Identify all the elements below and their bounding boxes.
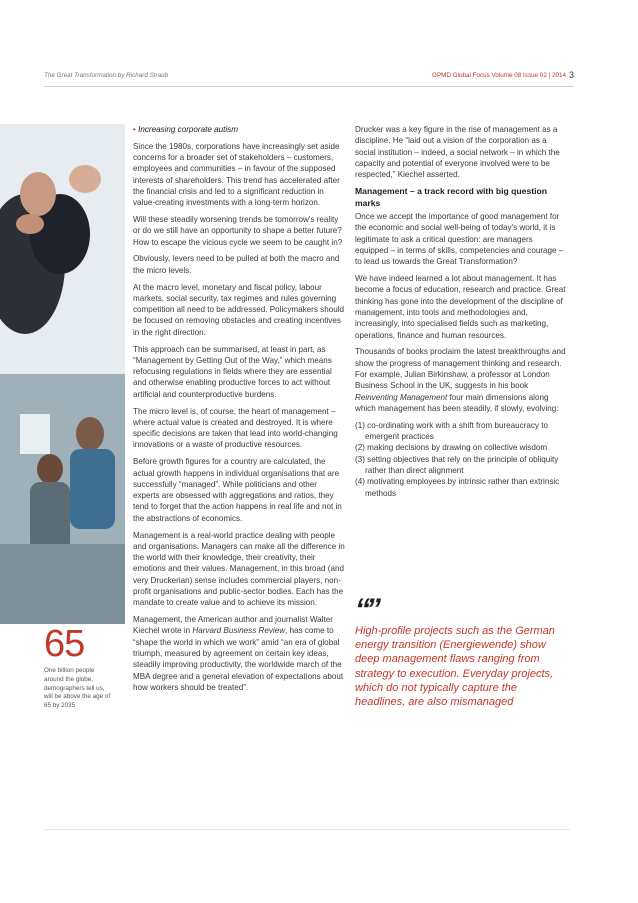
list-item: (2) making decisions by drawing on collective wisdom: [355, 443, 548, 453]
paragraph: At the macro level, monetary and fiscal policy, labour markets, social security, tax regimes and rules governing competition all need to be addressed. Policymakers should be focused on removing obstacles and creating incentives in the right direction.: [133, 282, 345, 337]
paragraph: Management is a real-world practice dealing with people and organisations. Managers can make all the difference in the world with their knowledge, their creativity, their emotions and their values. Management, in this broad (and very Druckerian) sense includes commercial players, non-profit organisations and public-sector bodies. Each has the mandate to create value and to achieve its mission.: [133, 530, 345, 608]
photo-illustration: [0, 124, 125, 624]
paragraph: Once we accept the importance of good management for the economic and social well-being of today's world, it is legitimate to ask a critical question: are managers equipped – in terms of skills, competencies and courage – to lead us towards the Great Transformation?: [355, 212, 564, 267]
footer-divider: [44, 829, 570, 830]
paragraph: We have indeed learned a lot about management. It has become a focus of education, research and practice. Great thinking has gone into the development of the discipline of management, into tools and methodologies and, increasingly, into specialised fields such as marketing, operations, finance and human resources.: [355, 274, 566, 340]
book-title: Reinventing Management: [355, 392, 448, 402]
pull-quote: [355, 593, 565, 709]
paragraph: This approach can be summarised, at least in part, as “Management by Getting Out of the Way,” which means refocusing regulations in fields where they are essential and otherwise enabling productive forces to act without artificial and counterproductive burdens.: [133, 344, 332, 399]
paragraph: Since the 1980s, corporations have increasingly set aside concerns for a broader set of stakeholders – customers, employees and communities – in favour of the supposed interests of shareholders. This trend has accelerated after the financial crisis and led to a significant reduction in value-creating investments with a long-term horizon.: [133, 141, 340, 208]
lead-heading: • Increasing corporate autism: [133, 125, 238, 134]
publication-info: GPMD Global Focus Volume 08 Issue 02 | 2014: [432, 72, 566, 79]
quote-icon: “”: [355, 593, 377, 626]
page-header: [0, 72, 638, 86]
publication-title: Harvard Business Review: [192, 626, 286, 636]
bullet-icon: •: [133, 125, 136, 134]
stat-number: 65: [44, 623, 85, 665]
paragraph: Thousands of books proclaim the latest breakthroughs and show the progress of management thinking and research. For example, Julian Birkinshaw, a professor at London Business School in the UK, suggests in his book Reinventing Management four main dimensions along which management has been steadily, if slowly, evolving:: [355, 347, 566, 413]
paragraph: Drucker was a key figure in the rise of management as a discipline. He “laid out a vision of the corporation as a social institution – indeed, a social network – in which the capacity and potential of everyone involved were to be respected,” Kiechel asserted.: [355, 125, 560, 180]
paragraph: Management, the American author and journalist Walter Kiechel wrote in Harvard Business Review, has come to “shape the world in which we work” amid “an era of global triumph, measured by agreement on certain key ideas, steadily improving productivity, the worldwide march of the MBA degree and a general elevation of expectations about how workers should be treated”.: [133, 615, 344, 692]
list-item: (3) setting objectives that rely on the principle of obliquity rather than direct alignment: [355, 454, 559, 475]
running-title: The Great Transformation by Richard Straub: [44, 72, 169, 79]
pull-quote-text: High-profile projects such as the German energy transition (Energiewende) show deep management flaws ranging from strategy to execution. Everyday projects, which do not typically capture the headlines, are also mismanaged: [355, 625, 555, 709]
paragraph: Obviously, levers need to be pulled at both the macro and the micro levels.: [133, 254, 340, 275]
business-meeting-photo: [0, 124, 125, 624]
article-column-right: [355, 124, 567, 504]
paragraph: Before growth figures for a country are calculated, the actual growth happens in individual organisations that are successfully “managed”. While politicians and other experts are obsessed with aggregations and ratios, they tend to forget that the action happens in real life and not in the abstractions of economics.: [133, 457, 342, 523]
page-number: 3: [568, 70, 574, 80]
stat-caption: One billion people around the globe, demographers tell us, will be above the age of 65 by 2035: [44, 667, 111, 710]
paragraph: Will these steadily worsening trends be tomorrow's reality or do we still have an opportunity to shape a better future? How to escape the vicious cycle we seem to be caught in?: [133, 215, 343, 247]
header-divider: [44, 86, 574, 87]
dimensions-list: [355, 420, 567, 499]
list-item: (1) co-ordinating work with a shift from bureaucracy to emergent practices: [355, 420, 548, 442]
list-item: (4) motivating employees by intrinsic rather than extrinsic methods: [355, 477, 560, 498]
paragraph: The micro level is, of course, the heart of management – where actual value is created and destroyed. It is where specific decisions are taken that lead into world-changing innovations or a waste of productive resources.: [133, 406, 338, 450]
stat-callout: [44, 623, 114, 711]
section-heading: Management – a track record with big question marks: [355, 185, 547, 208]
article-column-middle: [133, 124, 345, 699]
